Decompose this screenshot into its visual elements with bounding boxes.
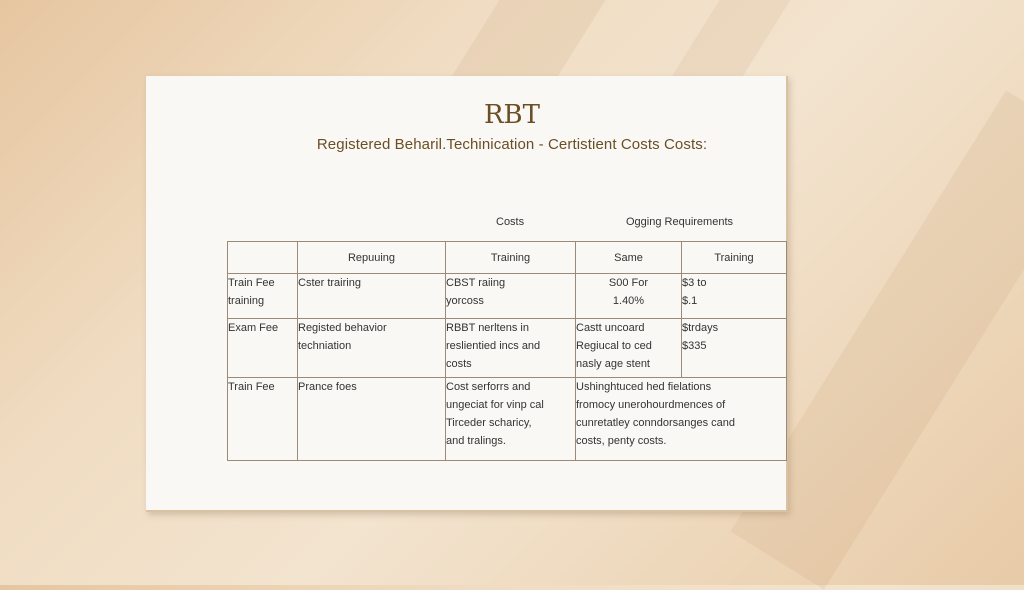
row-label: Train Fee <box>228 378 298 461</box>
document-subtitle: Registered Beharil.Techinication - Certistient Costs Costs: <box>316 136 708 153</box>
header-same: Same <box>576 242 682 274</box>
row-label: Train Fee training <box>228 274 298 319</box>
costs-table <box>227 241 787 461</box>
document-title: RBT <box>483 100 541 130</box>
header-blank <box>228 242 298 274</box>
ongoing-requirements-group-label: Ogging Requirements <box>626 216 734 228</box>
requirement-cell: Registed behavior techniation <box>298 319 446 378</box>
header-training-ongoing: Training <box>682 242 787 274</box>
same-cell: S00 For 1.40% <box>576 274 682 319</box>
training-cell: Cost serforrs and ungeciat for vinp cal Tirceder scharicy, and tralings. <box>446 378 576 461</box>
costs-group-label: Costs <box>496 216 525 228</box>
table-row <box>228 378 787 461</box>
requirement-cell: Cster trairing <box>298 274 446 319</box>
table-row <box>228 274 787 319</box>
training-cell: CBST raiing yorcoss <box>446 274 576 319</box>
header-training: Training <box>446 242 576 274</box>
training-cell: RBBT nerltens in reslientied incs and costs <box>446 319 576 378</box>
header-repuuing: Repuuing <box>298 242 446 274</box>
merged-ongoing-cell: Ushinghtuced hed fielations fromocy unerohourdmences of cunretatley conndorsanges cand costs, penty costs. <box>576 378 787 461</box>
table-header-row <box>228 242 787 274</box>
same-cell: Castt uncoard Regiucal to ced nasly age stent <box>576 319 682 378</box>
ongoing-training-cell: $3 to $.1 <box>682 274 787 319</box>
row-label: Exam Fee <box>228 319 298 378</box>
requirement-cell: Prance foes <box>298 378 446 461</box>
table-row <box>228 319 787 378</box>
ongoing-training-cell: $trdays $335 <box>682 319 787 378</box>
